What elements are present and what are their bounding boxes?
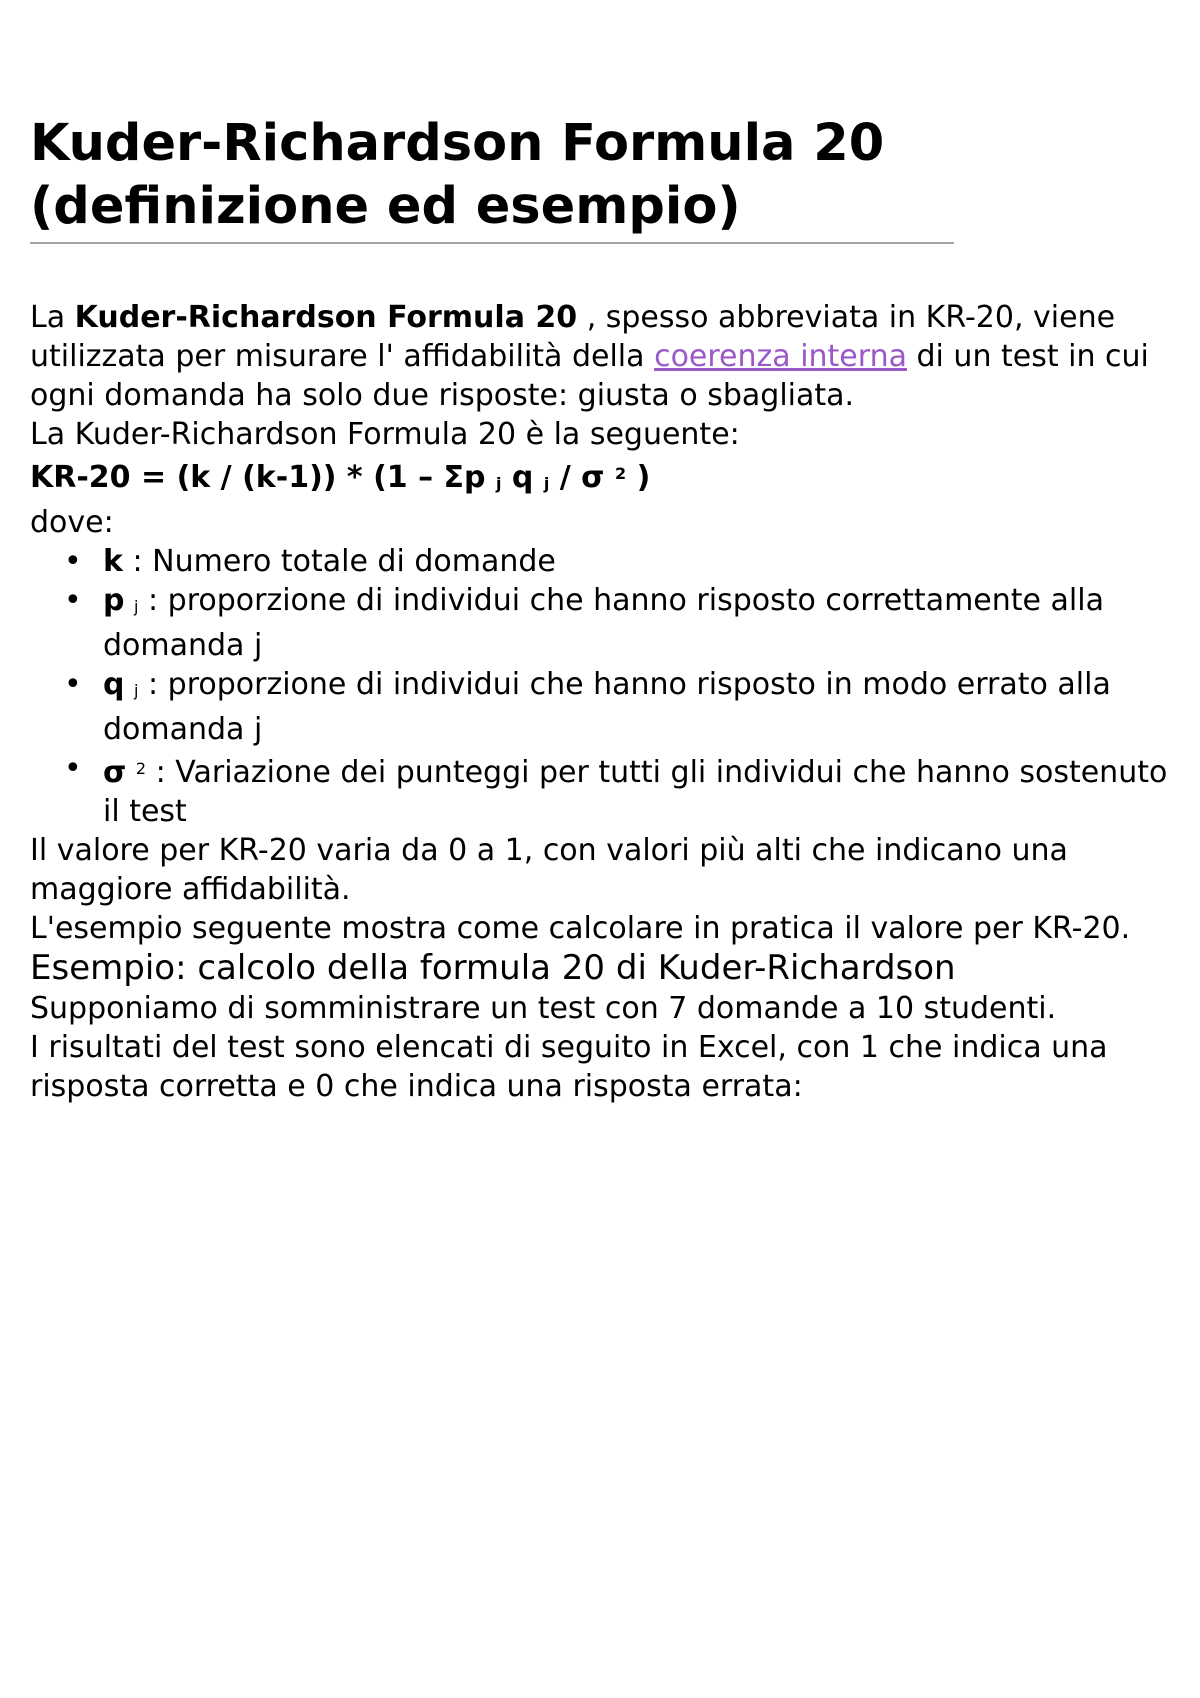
intro-term: Kuder-Richardson Formula 20 — [74, 300, 578, 335]
definition-subscript: j — [134, 597, 139, 616]
example-heading: Esempio: calcolo della formula 20 di Kuder-Richardson — [30, 948, 956, 988]
formula-part-1: KR-20 = (k / (k-1)) * (1 – Σp — [30, 460, 486, 495]
list-item — [30, 542, 1170, 581]
definition-text: : proporzione di individui che hanno risposto in modo errato alla domanda j — [103, 667, 1111, 747]
internal-consistency-link[interactable]: coerenza interna — [654, 339, 907, 374]
example-results: I risultati del test sono elencati di seguito in Excel, con 1 che indica una risposta corretta e 0 che indica una risposta errata: — [30, 1030, 1108, 1104]
bullet-icon: • — [64, 583, 82, 618]
formula-part-4: ) — [636, 460, 651, 495]
definition-list — [30, 542, 1170, 831]
bullet-icon: • — [64, 751, 82, 786]
formula — [30, 454, 1170, 503]
title-line-1: Kuder-Richardson Formula 20 — [30, 114, 885, 173]
where-label: dove: — [30, 505, 114, 540]
definition-text: : Numero totale di domande — [132, 544, 556, 579]
range-note: Il valore per KR-20 varia da 0 a 1, con valori più alti che indicano una maggiore affidabilità. — [30, 833, 1068, 907]
bullet-icon: • — [64, 544, 82, 579]
article-body — [30, 298, 1170, 1106]
example-setup: Supponiamo di somministrare un test con 7 domande a 10 studenti. — [30, 991, 1057, 1026]
definition-subscript: j — [134, 681, 139, 700]
formula-intro: La Kuder-Richardson Formula 20 è la seguente: — [30, 417, 740, 452]
definition-text: : Variazione dei punteggi per tutti gli individui che hanno sostenuto il test — [103, 755, 1168, 829]
formula-sub-2: j — [543, 474, 550, 493]
page-title — [30, 112, 954, 244]
formula-part-3: / σ — [559, 460, 605, 495]
example-intro: L'esempio seguente mostra come calcolare in pratica il valore per KR-20. — [30, 911, 1131, 946]
definition-text: : proporzione di individui che hanno risposto correttamente alla domanda j — [103, 583, 1104, 663]
intro-paragraph — [30, 298, 1170, 415]
definition-term: q — [103, 667, 125, 702]
intro-prefix: La — [30, 300, 66, 335]
definition-term: k — [103, 544, 123, 579]
formula-sup: 2 — [615, 464, 627, 483]
bullet-icon: • — [64, 667, 82, 702]
intro-middle: , spesso abbreviata in KR-20, viene utilizzata per misurare l' affidabilità della — [30, 300, 1116, 374]
formula-part-2: q — [511, 460, 534, 495]
title-line-2: (definizione ed esempio) — [30, 177, 741, 236]
definition-superscript: 2 — [135, 759, 147, 778]
formula-sub-1: j — [495, 474, 502, 493]
list-item — [30, 581, 1170, 665]
list-item — [30, 749, 1170, 831]
definition-term: σ — [103, 755, 127, 790]
definition-term: p — [103, 583, 125, 618]
intro-suffix: di un test in cui ogni domanda ha solo due risposte: giusta o sbagliata. — [30, 339, 1149, 413]
list-item — [30, 665, 1170, 749]
document-page — [30, 112, 1170, 1106]
